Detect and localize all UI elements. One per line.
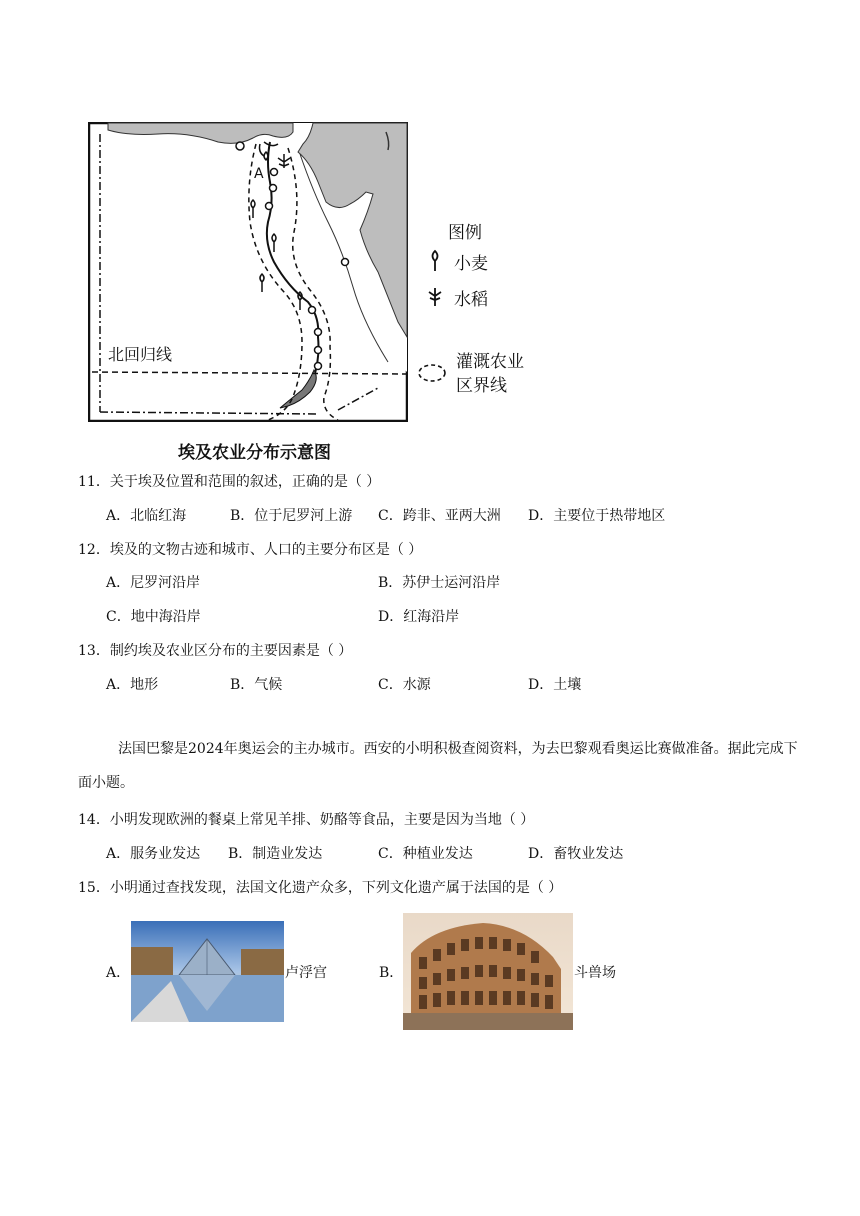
legend-wheat bbox=[422, 248, 488, 274]
legend-irrigation-line-1: 灌溉农业 bbox=[456, 352, 524, 372]
legend-irrigation-line-2: 区界线 bbox=[456, 376, 507, 396]
map-point-a-label: A bbox=[254, 166, 264, 182]
question-15-stem: 15．小明通过查找发现，法国文化遗产众多，下列文化遗产属于法国的是（ ） bbox=[78, 880, 563, 896]
legend-wheat-label: 小麦 bbox=[454, 253, 488, 274]
question-13-stem: 13．制约埃及农业区分布的主要因素是（ ） bbox=[78, 643, 353, 659]
question-15-option-a-letter[interactable]: A． bbox=[106, 965, 131, 981]
question-14-stem: 14．小明发现欧洲的餐桌上常见羊排、奶酪等食品，主要是因为当地（ ） bbox=[78, 812, 535, 828]
question-13-option-b[interactable]: B．气候 bbox=[230, 677, 283, 693]
question-14-option-a[interactable]: A．服务业发达 bbox=[106, 846, 201, 862]
question-12-option-d[interactable]: D．红海沿岸 bbox=[378, 609, 460, 625]
passage-intro-text: 法国巴黎是2024年奥运会的主办城市。西安的小明积极查阅资料，为去巴黎观看奥运比赛做准备。据此完成下面小题。 bbox=[78, 741, 798, 791]
question-13-option-a[interactable]: A．地形 bbox=[106, 677, 159, 693]
legend-title: 图例 bbox=[448, 223, 482, 243]
question-14-option-d[interactable]: D．畜牧业发达 bbox=[528, 846, 624, 862]
question-15-option-b-letter[interactable]: B． bbox=[379, 965, 404, 981]
legend-irrigation bbox=[456, 350, 524, 398]
tropic-of-cancer-label: 北回归线 bbox=[108, 345, 173, 364]
wheat-icon bbox=[422, 248, 448, 274]
map-legend bbox=[416, 214, 546, 414]
question-15-option-a-name[interactable]: 卢浮宫 bbox=[285, 965, 327, 981]
question-11-option-b[interactable]: B．位于尼罗河上游 bbox=[230, 508, 353, 524]
question-11-option-d[interactable]: D．主要位于热带地区 bbox=[528, 508, 666, 524]
rice-icon bbox=[422, 284, 448, 310]
irrigation-boundary-icon bbox=[416, 362, 448, 384]
colosseum-photo[interactable] bbox=[403, 913, 573, 1030]
map-caption: 埃及农业分布示意图 bbox=[178, 443, 331, 463]
question-11-option-a[interactable]: A．北临红海 bbox=[106, 508, 187, 524]
question-12-stem: 12．埃及的文物古迹和城市、人口的主要分布区是（ ） bbox=[78, 542, 423, 558]
egypt-agriculture-map bbox=[86, 118, 546, 463]
passage-intro bbox=[78, 732, 798, 800]
question-12-option-c[interactable]: C．地中海沿岸 bbox=[106, 609, 201, 625]
question-13-option-d[interactable]: D．土壤 bbox=[528, 677, 582, 693]
legend-rice bbox=[422, 284, 488, 310]
question-13-option-c[interactable]: C．水源 bbox=[378, 677, 431, 693]
map-drawing bbox=[88, 122, 408, 422]
question-14-option-c[interactable]: C．种植业发达 bbox=[378, 846, 473, 862]
question-15-option-b-name[interactable]: 斗兽场 bbox=[574, 965, 616, 981]
louvre-photo[interactable] bbox=[131, 921, 284, 1022]
question-12-option-a[interactable]: A．尼罗河沿岸 bbox=[106, 575, 201, 591]
question-11-option-c[interactable]: C．跨非、亚两大洲 bbox=[378, 508, 501, 524]
question-12-option-b[interactable]: B．苏伊士运河沿岸 bbox=[378, 575, 501, 591]
question-14-option-b[interactable]: B．制造业发达 bbox=[228, 846, 323, 862]
question-11-stem: 11．关于埃及位置和范围的叙述，正确的是（ ） bbox=[78, 474, 381, 490]
legend-rice-label: 水稻 bbox=[454, 289, 488, 310]
